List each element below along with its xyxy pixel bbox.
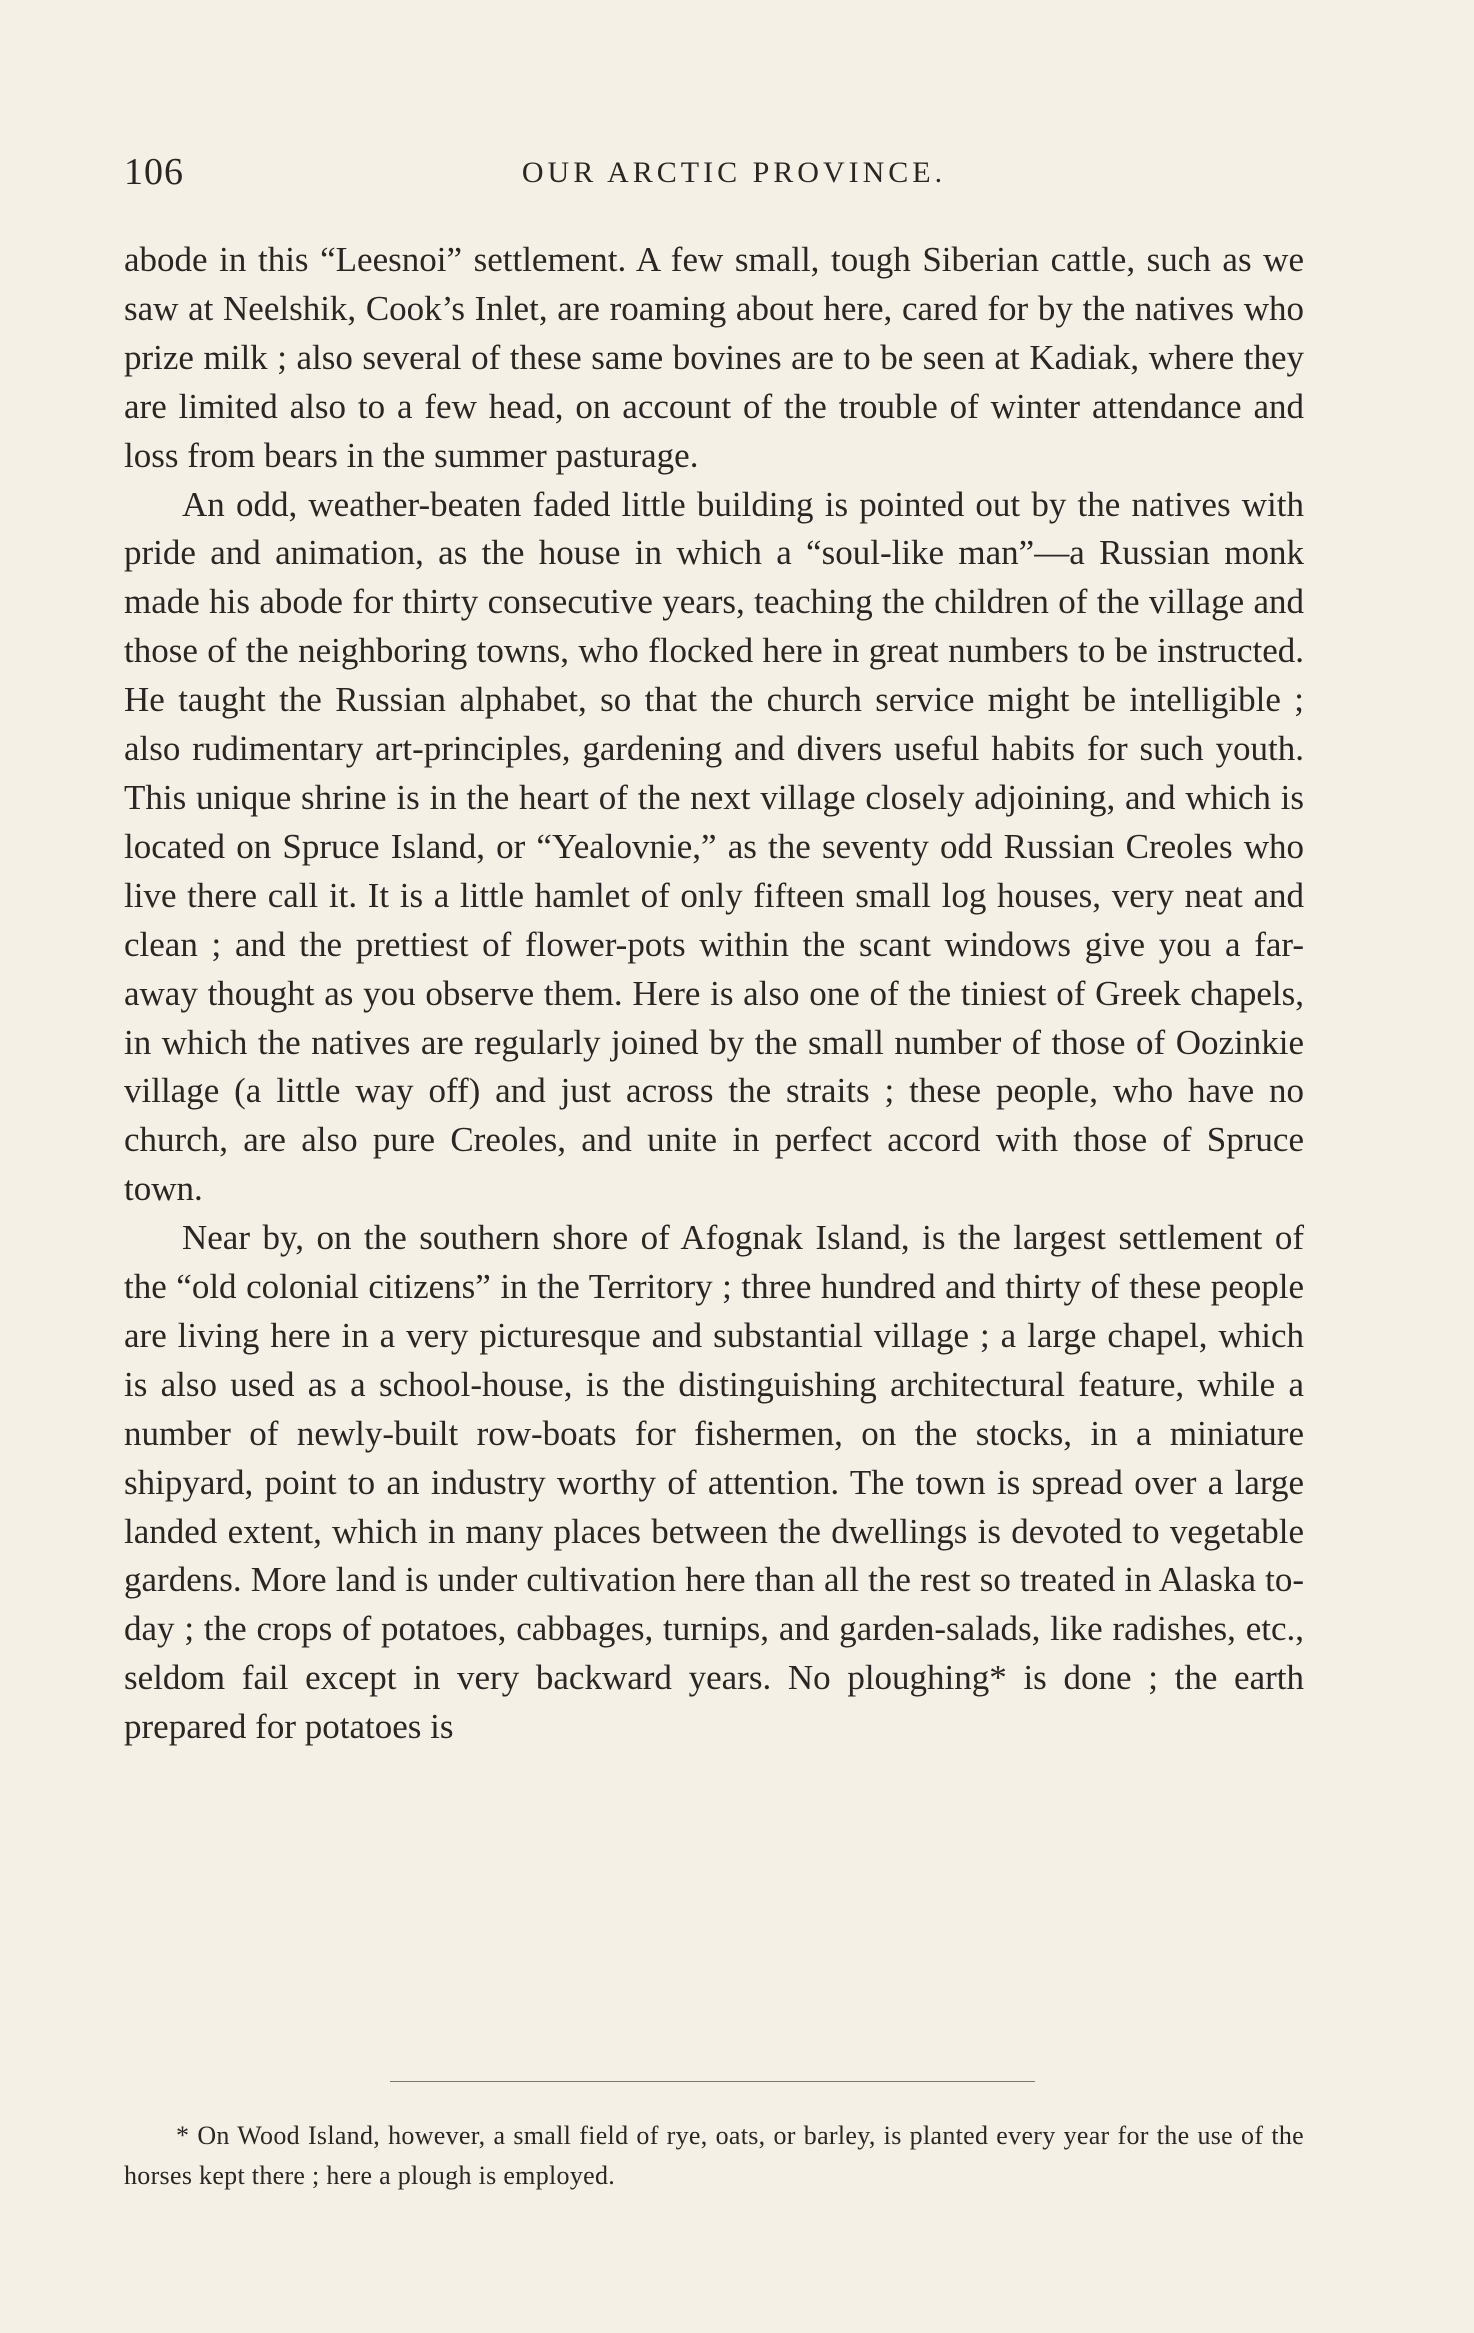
footnote-divider: [390, 2081, 1035, 2082]
footnote: [124, 2116, 1304, 2196]
page-number: 106: [124, 151, 184, 193]
body-text: [124, 236, 1304, 1752]
paragraph-afognak-settlement: Near by, on the southern shore of Afognak Island, is the largest settlement of the “old colonial citizens” in the Territory ; three hundred and thirty of these people are living here in a very picturesque and substantial village ; a large chapel, which is also used as a school-house, is the distinguishing architectural feature, while a number of newly-built row-boats for fishermen, on the stocks, in a miniature shipyard, point to an industry worthy of attention. The town is spread over a large landed extent, which in many places between the dwellings is devoted to vegetable gardens. More land is under cultivation here than all the rest so treated in Alaska to-day ; the crops of potatoes, cabbages, turnips, and garden-salads, like radishes, etc., seldom fail except in very backward years. No ploughing* is done ; the earth prepared for potatoes is: [124, 1218, 1304, 1747]
running-head: [124, 150, 1304, 210]
running-title: OUR ARCTIC PROVINCE.: [521, 156, 947, 189]
footnote-text: * On Wood Island, however, a small field of rye, oats, or barley, is planted every year for the use of the horses kept there ; here a plough is employed.: [124, 2121, 1304, 2190]
paragraph-monk-house: An odd, weather-beaten faded little building is pointed out by the natives with pride and animation, as the house in which a “soul-like man”—a Russian monk made his abode for thirty consecutive years, teaching the children of the village and those of the neighboring towns, who flocked here in great numbers to be instructed. He taught the Russian alphabet, so that the church service might be intelligible ; also rudimentary art-principles, gardening and divers useful habits for such youth. This unique shrine is in the heart of the next village closely adjoining, and which is located on Spruce Island, or “Yealovnie,” as the seventy odd Russian Creoles who live there call it. It is a little hamlet of only fifteen small log houses, very neat and clean ; and the prettiest of flower-pots within the scant windows give you a far-away thought as you observe them. Here is also one of the tiniest of Greek chapels, in which the natives are regularly joined by the small number of those of Oozinkie village (a little way off) and just across the straits ; these people, who have no church, are also pure Creoles, and unite in perfect accord with those of Spruce town.: [124, 484, 1304, 1209]
paragraph-continued: abode in this “Leesnoi” settlement. A few small, tough Siberian cattle, such as we saw at Neelshik, Cook’s Inlet, are roaming about here, cared for by the natives who prize milk ; also several of these same bovines are to be seen at Kadiak, where they are limited also to a few head, on account of the trouble of winter attendance and loss from bears in the summer pasturage.: [124, 240, 1304, 475]
